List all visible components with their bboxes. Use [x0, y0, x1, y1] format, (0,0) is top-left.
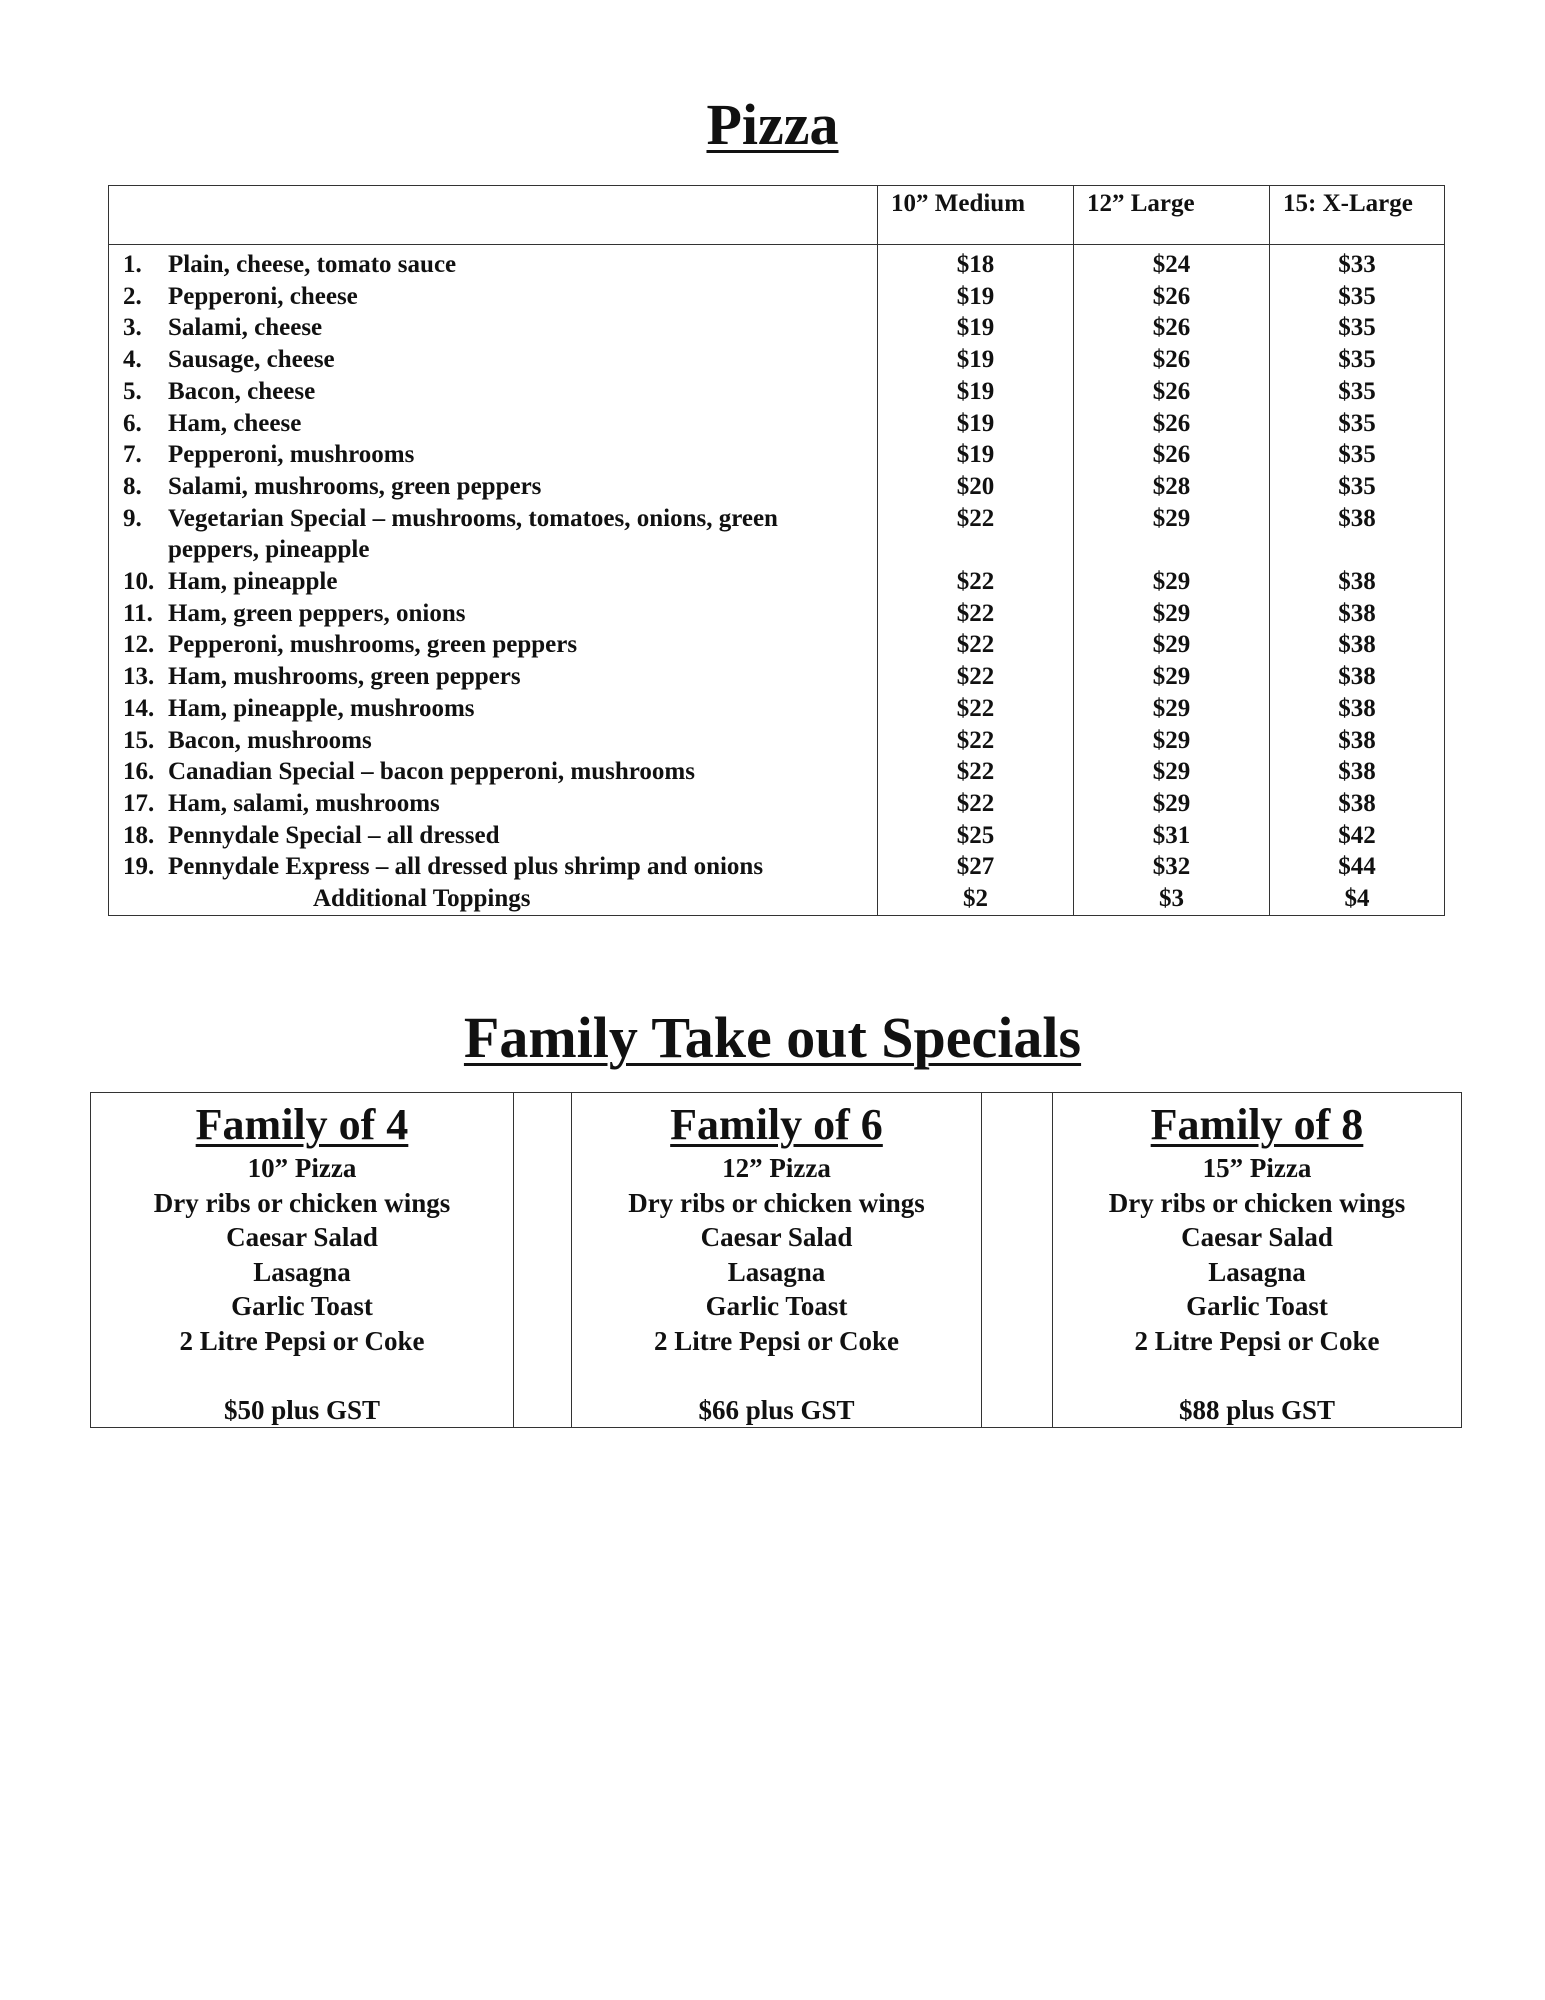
table-row: [109, 851, 1445, 883]
price-xlarge: $38: [1270, 566, 1445, 598]
pizza-item-name: Pepperoni, cheese: [168, 282, 358, 310]
pizza-item-number: 6.: [123, 409, 142, 437]
price-xlarge: $44: [1270, 851, 1445, 883]
price-large: $26: [1074, 344, 1270, 376]
family-item: Dry ribs or chicken wings: [628, 1187, 925, 1218]
pizza-item-number: 15.: [123, 726, 155, 754]
table-row: [109, 598, 1445, 630]
pizza-item-cell: [109, 281, 878, 313]
price-large: $29: [1074, 725, 1270, 757]
price-xlarge: $35: [1270, 376, 1445, 408]
pizza-table-header: [109, 186, 1445, 245]
price-medium: $25: [878, 820, 1074, 852]
family-heading: Family of 8: [1150, 1100, 1364, 1149]
pizza-item-number: 9.: [123, 504, 142, 532]
pizza-item-cell: [109, 566, 878, 598]
price-xlarge: $38: [1270, 503, 1445, 566]
family-item: 15” Pizza: [1202, 1153, 1312, 1183]
spacer-cell: [514, 1093, 572, 1428]
pizza-item-name: Bacon, cheese: [168, 377, 316, 405]
pizza-item-cell: [109, 788, 878, 820]
family-item: Dry ribs or chicken wings: [1108, 1187, 1406, 1218]
price-xlarge: $38: [1270, 756, 1445, 788]
pizza-item-cell: [109, 629, 878, 661]
table-row: [109, 693, 1445, 725]
table-row: [109, 312, 1445, 344]
price-xlarge: $35: [1270, 344, 1445, 376]
family-special-card: [91, 1093, 514, 1428]
pizza-item-number: 14.: [123, 694, 155, 722]
specials-title: [0, 1005, 1545, 1071]
pizza-item-name: Canadian Special – bacon pepperoni, mushrooms: [168, 758, 695, 786]
family-item: Caesar Salad: [1181, 1222, 1333, 1253]
price-xlarge: $38: [1270, 693, 1445, 725]
table-row: [109, 471, 1445, 503]
family-item: Garlic Toast: [1186, 1291, 1328, 1322]
header-large: 12” Large: [1074, 186, 1270, 245]
price-large: $26: [1074, 376, 1270, 408]
table-row: [109, 566, 1445, 598]
pizza-table-body: [109, 245, 1445, 916]
pizza-item-name: Plain, cheese, tomato sauce: [168, 251, 457, 278]
price-xlarge: $38: [1270, 661, 1445, 693]
price-medium: $22: [878, 788, 1074, 820]
price-medium: $19: [878, 344, 1074, 376]
pizza-item-name: Salami, mushrooms, green peppers: [168, 472, 542, 500]
pizza-item-number: 17.: [123, 789, 155, 817]
table-row: [109, 281, 1445, 313]
price-large: $26: [1074, 408, 1270, 440]
price-xlarge: $35: [1270, 471, 1445, 503]
header-blank: [109, 186, 878, 245]
toppings-price-xlarge: $4: [1270, 883, 1445, 915]
pizza-item-cell: [109, 661, 878, 693]
family-item: 2 Litre Pepsi or Coke: [179, 1325, 425, 1356]
pizza-title-text: Pizza: [706, 92, 839, 157]
price-medium: $22: [878, 756, 1074, 788]
price-large: $28: [1074, 471, 1270, 503]
pizza-item-number: 8.: [123, 472, 142, 500]
pizza-item-cell: [109, 439, 878, 471]
price-medium: $19: [878, 281, 1074, 313]
family-item: 2 Litre Pepsi or Coke: [1134, 1325, 1380, 1356]
price-medium: $22: [878, 629, 1074, 661]
family-item: 12” Pizza: [722, 1153, 831, 1183]
family-price: $66 plus GST: [698, 1394, 855, 1425]
family-item: Lasagna: [1208, 1256, 1306, 1287]
price-large: $26: [1074, 281, 1270, 313]
toppings-row: [109, 883, 1445, 915]
header-medium: 10” Medium: [878, 186, 1074, 245]
pizza-item-name: Salami, cheese: [168, 314, 323, 342]
family-item: Garlic Toast: [705, 1291, 848, 1322]
pizza-title: [0, 92, 1545, 158]
toppings-cell: [109, 883, 878, 915]
pizza-item-cell: [109, 851, 878, 883]
table-row: [109, 820, 1445, 852]
price-medium: $19: [878, 408, 1074, 440]
price-large: $29: [1074, 629, 1270, 661]
pizza-item-name: Ham, mushrooms, green peppers: [168, 663, 521, 691]
price-large: $29: [1074, 693, 1270, 725]
table-row: [109, 725, 1445, 757]
price-medium: $19: [878, 376, 1074, 408]
family-heading: Family of 6: [670, 1100, 883, 1149]
family-item: Caesar Salad: [700, 1222, 853, 1253]
pizza-item-name: Ham, pineapple, mushrooms: [168, 694, 475, 722]
pizza-item-number: 3.: [123, 314, 142, 342]
table-row: [109, 344, 1445, 376]
price-medium: $20: [878, 471, 1074, 503]
pizza-item-name: Vegetarian Special – mushrooms, tomatoes, onions, green peppers, pineapple: [168, 504, 778, 564]
family-item: Lasagna: [253, 1256, 351, 1287]
family-special-card: [572, 1093, 982, 1428]
toppings-price-large: $3: [1074, 883, 1270, 915]
table-row: [109, 661, 1445, 693]
price-xlarge: $42: [1270, 820, 1445, 852]
pizza-item-number: 1.: [123, 251, 142, 278]
pizza-item-name: Ham, pineapple: [168, 568, 338, 596]
spacer-cell: [982, 1093, 1053, 1428]
pizza-item-number: 16.: [123, 758, 155, 786]
pizza-item-name: Ham, cheese: [168, 409, 302, 437]
pizza-item-cell: [109, 245, 878, 281]
price-large: $31: [1074, 820, 1270, 852]
header-xlarge: 15: X-Large: [1270, 186, 1445, 245]
pizza-item-name: Ham, green peppers, onions: [168, 599, 466, 627]
price-large: $29: [1074, 598, 1270, 630]
table-row: [109, 408, 1445, 440]
price-xlarge: $35: [1270, 408, 1445, 440]
pizza-item-name: Pennydale Special – all dressed: [168, 821, 500, 849]
price-large: $29: [1074, 661, 1270, 693]
price-large: $26: [1074, 439, 1270, 471]
price-large: $32: [1074, 851, 1270, 883]
price-medium: $22: [878, 566, 1074, 598]
pizza-item-number: 2.: [123, 282, 142, 310]
family-item: 2 Litre Pepsi or Coke: [654, 1325, 899, 1356]
family-heading: Family of 4: [195, 1100, 409, 1149]
table-row: [109, 439, 1445, 471]
pizza-item-cell: [109, 503, 878, 566]
price-large: $29: [1074, 788, 1270, 820]
price-medium: $22: [878, 598, 1074, 630]
pizza-item-number: 12.: [123, 631, 155, 659]
pizza-item-cell: [109, 820, 878, 852]
price-medium: $19: [878, 439, 1074, 471]
price-medium: $27: [878, 851, 1074, 883]
pizza-item-name: Bacon, mushrooms: [168, 726, 372, 754]
price-xlarge: $38: [1270, 788, 1445, 820]
family-item: Lasagna: [727, 1256, 826, 1287]
pizza-item-number: 13.: [123, 663, 155, 691]
pizza-item-name: Pepperoni, mushrooms, green peppers: [168, 631, 578, 659]
toppings-label: Additional Toppings: [313, 885, 531, 913]
pizza-item-cell: [109, 312, 878, 344]
family-specials-row: [91, 1093, 1462, 1428]
pizza-item-cell: [109, 408, 878, 440]
family-item: Dry ribs or chicken wings: [153, 1187, 451, 1218]
pizza-price-table: [108, 185, 1445, 916]
table-row: [109, 376, 1445, 408]
price-large: $29: [1074, 566, 1270, 598]
family-special-card: [1053, 1093, 1462, 1428]
table-row: [109, 245, 1445, 281]
price-xlarge: $38: [1270, 725, 1445, 757]
pizza-item-number: 18.: [123, 821, 155, 849]
table-row: [109, 503, 1445, 566]
specials-title-text: Family Take out Specials: [463, 1005, 1082, 1070]
family-item: 10” Pizza: [247, 1153, 357, 1183]
pizza-item-number: 11.: [123, 599, 153, 627]
pizza-item-number: 19.: [123, 853, 155, 881]
pizza-item-number: 5.: [123, 377, 142, 405]
price-xlarge: $38: [1270, 598, 1445, 630]
price-large: $26: [1074, 312, 1270, 344]
price-xlarge: $35: [1270, 281, 1445, 313]
price-large: $29: [1074, 503, 1270, 566]
price-medium: $19: [878, 312, 1074, 344]
pizza-item-number: 7.: [123, 441, 142, 469]
price-xlarge: $33: [1270, 245, 1445, 281]
price-medium: $22: [878, 661, 1074, 693]
pizza-item-cell: [109, 725, 878, 757]
price-medium: $22: [878, 693, 1074, 725]
table-row: [109, 629, 1445, 661]
pizza-item-number: 4.: [123, 346, 142, 374]
table-row: [109, 788, 1445, 820]
price-xlarge: $38: [1270, 629, 1445, 661]
family-price: $88 plus GST: [1178, 1394, 1336, 1425]
price-xlarge: $35: [1270, 312, 1445, 344]
pizza-item-name: Pennydale Express – all dressed plus shrimp and onions: [168, 853, 764, 881]
price-large: $29: [1074, 756, 1270, 788]
pizza-item-cell: [109, 756, 878, 788]
pizza-item-cell: [109, 471, 878, 503]
price-medium: $22: [878, 503, 1074, 566]
toppings-price-medium: $2: [878, 883, 1074, 915]
pizza-item-name: Pepperoni, mushrooms: [168, 441, 415, 469]
pizza-item-cell: [109, 693, 878, 725]
family-price: $50 plus GST: [223, 1394, 381, 1425]
pizza-item-name: Ham, salami, mushrooms: [168, 789, 440, 817]
family-item: Caesar Salad: [226, 1222, 378, 1253]
family-specials-table: [90, 1092, 1462, 1428]
pizza-item-cell: [109, 376, 878, 408]
family-item: Garlic Toast: [231, 1291, 373, 1322]
table-row: [109, 756, 1445, 788]
price-medium: $22: [878, 725, 1074, 757]
pizza-item-name: Sausage, cheese: [168, 346, 335, 374]
pizza-item-number: 10.: [123, 568, 155, 596]
price-medium: $18: [878, 245, 1074, 281]
pizza-item-cell: [109, 344, 878, 376]
pizza-item-cell: [109, 598, 878, 630]
price-xlarge: $35: [1270, 439, 1445, 471]
price-large: $24: [1074, 245, 1270, 281]
